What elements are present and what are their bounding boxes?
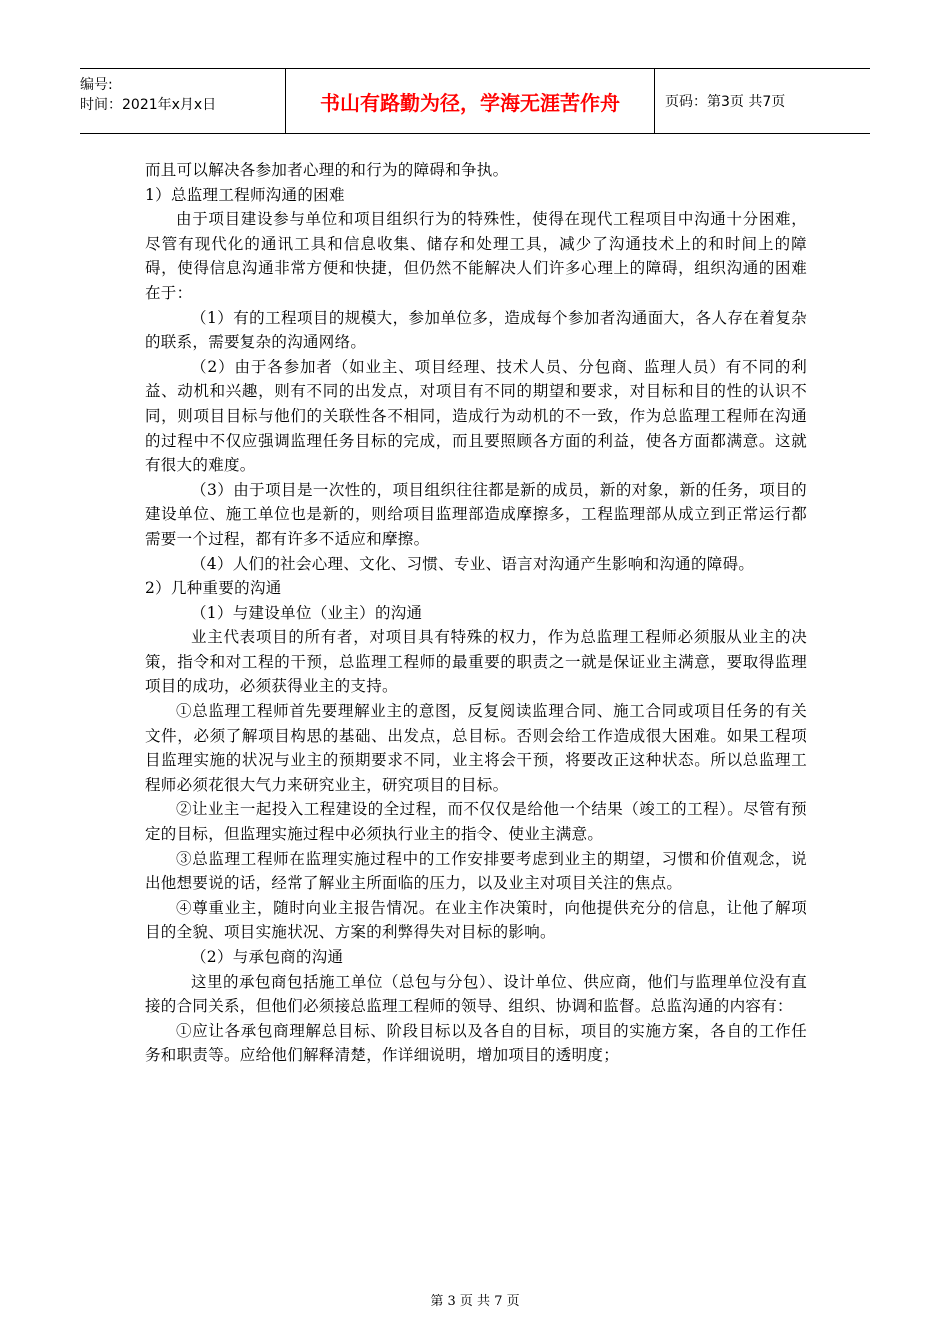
header-slogan: 书山有路勤为径，学海无涯苦作舟 [285,69,655,133]
body-paragraph: 而且可以解决各参加者心理的和行为的障碍和争执。 [145,161,509,179]
list-item: ①应让各承包商理解总目标、阶段目标以及各自的目标，项目的实施方案，各自的工作任务和职责等。应给他们解释清楚，作详细说明，增加项目的透明度； [145,1021,807,1065]
header-page-number: 页码：第3页 共7页 [665,94,786,110]
subsection-heading: （2）与承包商的沟通 [191,948,344,966]
subsection-heading: （1）与建设单位（业主）的沟通 [191,603,423,622]
page-footer: 第 3 页 共 7 页 [430,1294,520,1309]
body-paragraph: 由于项目建设参与单位和项目组织行为的特殊性，使得在现代工程项目中沟通十分困难，尽管有现代化的通讯工具和信息收集、储存和处理工具，减少了沟通技术上的和时间上的障碍，使得信息沟通非常方便和快捷，但仍然不能解决人们许多心理上的障碍，组织沟通的困难在于： [145,210,807,302]
list-item: （1）有的工程项目的规模大，参加单位多，造成每个参加者沟通面大，各人存在着复杂的联系，需要复杂的沟通网络。 [145,308,807,352]
list-item: ③总监理工程师在监理实施过程中的工作安排要考虑到业主的期望，习惯和价值观念，说出他想要说的话，经常了解业主所面临的压力，以及业主对项目关注的焦点。 [145,849,807,893]
list-item: ①总监理工程师首先要理解业主的意图，反复阅读监理合同、施工合同或项目任务的有关文件，必须了解项目构思的基础、出发点，总目标。否则会给工作造成很大困难。如果工程项目监理实施的状况与业主的预期要求不同，业主将会干预，将要改正这种状态。所以总监理工程师必须花很大气力来研究业主，研究项目的目标。 [145,702,807,794]
list-item: （2）由于各参加者（如业主、项目经理、技术人员、分包商、监理人员）有不同的利益、动机和兴趣，则有不同的出发点，对项目有不同的期望和要求，对目标和目的性的认识不同，则项目目标与他们的关联性各不相同，造成行为动机的不一致，作为总监理工程师在沟通的过程中不仅应强调监理任务目标的完成，而且要照顾各方面的利益，使各方面都满意。这就有很大的难度。 [145,357,807,475]
list-item: （3）由于项目是一次性的，项目组织往往都是新的成员，新的对象，新的任务，项目的建设单位、施工单位也是新的，则给项目监理部造成摩擦多，工程监理部从成立到正常运行都需要一个过程，都有许多不适应和摩擦。 [145,480,807,548]
section-heading: 2）几种重要的沟通 [145,579,282,598]
list-item: ④尊重业主，随时向业主报告情况。在业主作决策时，向他提供充分的信息，让他了解项目的全貌、项目实施状况、方案的利弊得失对目标的影响。 [145,898,807,942]
body-paragraph: 业主代表项目的所有者，对项目具有特殊的权力，作为总监理工程师必须服从业主的决策，指令和对工程的干预，总监理工程师的最重要的职责之一就是保证业主满意，要取得监理项目的成功，必须获得业主的支持。 [145,628,807,696]
header-meta [80,69,285,133]
body-paragraph: 这里的承包商包括施工单位（总包与分包）、设计单位、供应商，他们与监理单位没有直接的合同关系，但他们必须接总监理工程师的领导、组织、协调和监督。总监沟通的内容有： [145,972,807,1016]
document-body [145,158,807,1068]
document-code-label: 编号: [80,77,113,93]
list-item: （4）人们的社会心理、文化、习惯、专业、语言对沟通产生影响和沟通的障碍。 [191,554,755,573]
section-heading: 1）总监理工程师沟通的困难 [145,185,345,204]
page-header [80,68,870,134]
list-item: ②让业主一起投入工程建设的全过程，而不仅仅是给他一个结果（竣工的工程）。尽管有预定的目标，但监理实施过程中必须执行业主的指令、使业主满意。 [145,800,807,844]
document-time-label: 时间：2021年x月x日 [80,97,217,113]
